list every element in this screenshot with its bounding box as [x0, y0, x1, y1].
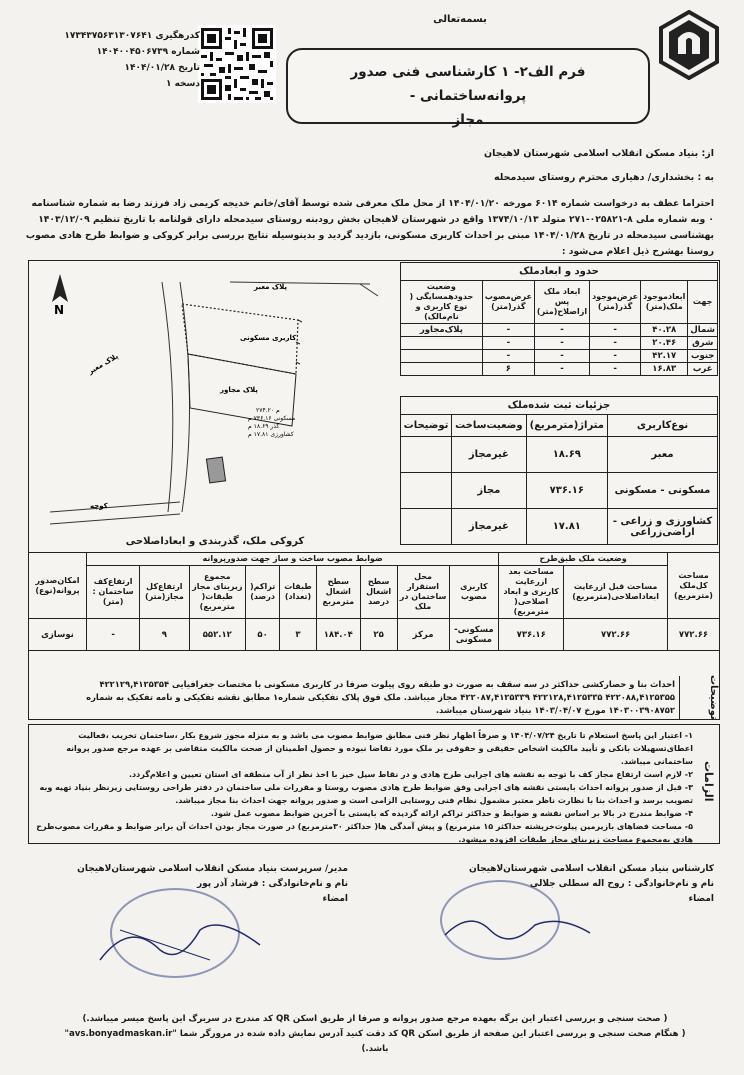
registry-cell: ۷۳۶.۱۶ [526, 473, 607, 509]
bounds-cell: - [482, 350, 534, 363]
requirements-section [28, 724, 720, 844]
rules-header: ضوابط مصوب ساخت و ساز جهت صدورپروانه [87, 553, 499, 566]
sketch-label-use: کاربری مسکونی [240, 334, 297, 342]
bounds-cell: ۴۰.۲۸ [641, 324, 688, 337]
bounds-cell: - [534, 363, 589, 376]
to-line: به : بخشداری/ دهیاری محترم روستای سیدمحله [494, 172, 714, 183]
bounds-cell: - [534, 350, 589, 363]
table-row [401, 437, 718, 473]
status-cell: ۷۷۲.۶۶ [564, 619, 668, 651]
sketch-road-name: کوچه [90, 502, 108, 510]
expert-signature [440, 905, 600, 945]
registry-table [400, 396, 718, 545]
expert-title: کارشناس بنیاد مسکن انقلاب اسلامی شهرستان‌لاهیجان [469, 864, 714, 874]
plan-status-header: وضعیت ملک طبق‌طرح [499, 553, 668, 566]
status-cell: ۵۵۲.۱۲ [189, 619, 246, 651]
status-subheader: مساحت قبل ازرعایت ابعاداصلاحی(مترمربع) [564, 566, 668, 619]
bounds-cell: - [482, 324, 534, 337]
bounds-cell: ۲۰.۴۶ [641, 337, 688, 350]
sketch-label-neighbor: پلاک مجاور [220, 386, 258, 394]
table-row [401, 509, 718, 545]
bounds-cell: شرق [688, 337, 718, 350]
bounds-cell: ۶ [482, 363, 534, 376]
status-cell: نوسازی [29, 619, 87, 651]
registry-cell: مجاز [452, 473, 526, 509]
bounds-cell: - [590, 324, 641, 337]
letter-date: تاریخ ۱۴۰۴/۰۱/۲۸ [124, 63, 200, 73]
bounds-cell: - [534, 337, 589, 350]
from-line: از: بنیاد مسکن انقلاب اسلامی شهرستان لاهیجان [484, 148, 714, 159]
registry-cell [401, 473, 452, 509]
bounds-header: ابعاد ملک پس ازاصلاح(متر) [534, 281, 589, 324]
status-cell: ۷۳۶.۱۶ [499, 619, 564, 651]
status-subheader: سطح اشغال درصد [360, 566, 397, 619]
status-cell: ۷۷۲.۶۶ [668, 619, 720, 651]
expert-sign-label: امضاء [688, 894, 714, 904]
copy-number: دسخه ۱ [165, 79, 200, 89]
requirement-item: ۳- قبل از صدور پروانه احداث بایستی نقشه های اجرایی وفق ضوابط طرح هادی مصوب روستا و مقررات ملی ساختمان در دفتر طراحی روستایی زیرنظر بنیاد تهیه وبه تصویب برسد و احداث بنا با نظارت ناظر معتبر مشمول نظام فنی روستایی الزامی است و صدور پروانه جهت احداث بنا مجاز میباشد. [39, 783, 693, 805]
bounds-header: ابعادموجود ملک(متر) [641, 281, 688, 324]
bounds-cell: - [482, 337, 534, 350]
status-cell: ۵۰ [246, 619, 280, 651]
verification-footer [50, 1012, 700, 1057]
registry-cell [401, 437, 452, 473]
bounds-cell [401, 350, 483, 363]
qr-code [198, 25, 276, 103]
requirement-item: ۴- ضوابط مندرج در بالا بر اساس نقشه و ضوابط و حداکثر تراکم ارائه گردیده که بایستی با آخرین ضوابط مصوب عمل شود. [210, 809, 693, 818]
status-subheader: سطح اشغال مترمربع [316, 566, 360, 619]
sketch-note-3: گذر ۱۸.۶۹ م [248, 423, 280, 430]
bismillah-text: بسمه‌تعالی [433, 14, 487, 25]
letter-number: شماره ۱۴۰۴۰۰۴۵۰۶۷۳۹ [96, 47, 200, 57]
registry-caption: جزئیات ثبت شده‌ملک [401, 397, 718, 415]
table-row [401, 473, 718, 509]
registry-header: نوع‌کاربری [608, 415, 718, 437]
bounds-cell: - [590, 363, 641, 376]
tracking-code: کدرهگیری ۱۷۳۴۳۷۵۶۳۱۳۰۷۶۴۱ [64, 31, 200, 41]
status-group-header-row [29, 553, 720, 566]
bounds-cell: - [590, 337, 641, 350]
manager-signature [90, 910, 270, 970]
registry-cell: ۱۷.۸۱ [526, 509, 607, 545]
bounds-cell: غرب [688, 363, 718, 376]
manager-name: نام و نام‌خانوادگی : فرشاد آذر پور [196, 879, 348, 889]
site-sketch [30, 262, 400, 552]
table-row [401, 324, 718, 337]
north-arrow-icon [52, 274, 68, 302]
expert-name: نام و نام‌خانوادگی : روح اله سطلی جلالی [529, 879, 714, 889]
registry-cell: ۱۸.۶۹ [526, 437, 607, 473]
north-label: N [54, 303, 65, 317]
status-cell: ۹ [140, 619, 189, 651]
status-cell: - [87, 619, 140, 651]
status-subheader: محل استقرار ساختمان در ملک [397, 566, 449, 619]
status-subheader: مساحت بعد ازرعایت کاربری و ابعاد اصلاحی( مترمربع) [499, 566, 564, 619]
registry-cell: مسکونی - مسکونی [608, 473, 718, 509]
bounds-cell: - [590, 350, 641, 363]
description-section [28, 676, 720, 720]
bonyad-maskan-logo [658, 10, 720, 80]
registry-cell: معبر [608, 437, 718, 473]
table-row [401, 363, 718, 376]
permit-header: امکان‌صدور پروانه(نوع) [29, 553, 87, 619]
status-subheader: ارتفاع‌کف ساختمان : (متر) [87, 566, 140, 619]
status-table [28, 552, 720, 651]
bounds-table [400, 262, 718, 376]
bounds-cell: شمال [688, 324, 718, 337]
bounds-cell: - [534, 324, 589, 337]
registry-cell: غیرمجاز [452, 509, 526, 545]
sketch-caption: کروکی ملک، گذربندی و ابعاداصلاحی [125, 536, 305, 547]
status-cell: مرکز [397, 619, 449, 651]
status-subheader: ارتفاع‌کل مجاز(متر) [140, 566, 189, 619]
sketch-note-2: مسکونی ۷۳۶.۱۶ م [248, 415, 296, 422]
bounds-header: وضعیت حدودهمسایگی ( نوع کاربری و نام‌مالک) [401, 281, 483, 324]
status-subheader: مجموع زیربنای مجاز طبقات( مترمربع) [189, 566, 246, 619]
requirement-item: ۱- اعتبار این پاسخ استعلام تا تاریخ ۱۴۰۴/۰۷/۲۴ و صرفاً اظهار نظر فنی مطابق ضوابط مصوب می باشد و به منزله مجوز شروع بکار ،ساختمان تخریب ،فعالیت اعطای‌تسهیلات بانکی و تأیید مالکیت اشخاص حقیقی و حقوقی بر ملک مورد تقاضا نبوده و حصول اطمینان از صحت مالکیت متقاضی بر عهده مرجع صدور پروانه ساختمانی میباشد. [66, 731, 693, 766]
table-row [401, 337, 718, 350]
status-cell: ۳ [280, 619, 317, 651]
status-cell: مسکونی-مسکونی [449, 619, 499, 651]
table-row [29, 619, 720, 651]
title-line-2: مجاز [452, 112, 484, 128]
letter-info [32, 28, 200, 92]
intro-paragraph: احتراما عطف به درخواست شماره ۶۰۱۴ مورخه ۱۴۰۴/۰۱/۲۰ از محل ملک معرفی شده توسط آقای/خانم خدیجه کریمی زاد فرزند رضا به شماره شناسنامه ۰ وبه شماره ملی ۸-۰۲۵۸۲۱-۲۷۱ متولد ۱۳۷۴/۱۰/۱۳ واقع در شهرستان لاهیجان بخش رودبنه روستای سیدمحله دارای قولنامه با تاریخ تنظیم ۱۴۰۳/۱۲/۰۹ بهشناسی سیدمحله در تاریخ ۱۴۰۴/۰۱/۲۸ مبنی بر احداث کاربری مسکونی، بازدید گردید و بدینوسیله نتایج بررسی برابر کروکی و ضوابط طرح هادی مصوب روستا بهشرح ذیل اعلام می‌شود : [25, 198, 714, 257]
manager-sign-label: امضاء [322, 894, 348, 904]
status-cell: ۱۸۴.۰۴ [316, 619, 360, 651]
bounds-cell [401, 363, 483, 376]
registry-header-row [401, 415, 718, 437]
registry-cell: غیرمجاز [452, 437, 526, 473]
bounds-cell: ۱۶.۸۳ [641, 363, 688, 376]
registry-header: وضعیت‌ساخت [452, 415, 526, 437]
status-subheader: کاربری مصوب [449, 566, 499, 619]
bounds-header: عرض‌مصوب گذر(متر) [482, 281, 534, 324]
table-row [401, 350, 718, 363]
title-line-1: فرم الف۲- ۱ کارشناسی فنی صدور پروانه‌ساختمانی - [350, 64, 586, 104]
sketch-label-road: پلاک معبر [87, 352, 120, 376]
sketch-note-4: کشاورزی ۱۷.۸۱ م [248, 431, 294, 438]
registry-header: توضیحات [401, 415, 452, 437]
status-subheader: تراکم( درصد) [246, 566, 280, 619]
bounds-header: عرض‌موجود گذر(متر) [590, 281, 641, 324]
bounds-cell: پلاک‌مجاور [401, 324, 483, 337]
registry-header: متراژ(مترمربع) [526, 415, 607, 437]
requirement-item: ۵- مساحت فضاهای بازیرمین پیلوت‌خرپشته حداکثر ۱۵ مترمربع) و پیش آمدگی ها( حداکثر ۳۰مترمربع) در صورت مجاز بودن احداث آن برابر ضوابط و مقررات مصوب‌طرح هادی به‌مجموع مساحت زیربنای مجاز طبقات افزوده میشود. [36, 822, 693, 844]
registry-cell: کشاورزی و زراعی - اراضی‌زراعی [608, 509, 718, 545]
bounds-header-row [401, 281, 718, 324]
footer-line-2: ( هنگام صحت سنجی و بررسی اعتبار این صفحه از طریق اسکن QR کد دقت کنید آدرس نمایش داده شده در مرورگر شما "avs.bonyadmaskan.ir" باشد.) [64, 1029, 686, 1054]
registry-cell [401, 509, 452, 545]
description-label: توضیحات [679, 676, 719, 720]
bounds-cell [401, 337, 483, 350]
manager-title: مدیر/ سرپرست بنیاد مسکن انقلاب اسلامی شهرستان‌لاهیجان [77, 864, 348, 874]
bounds-header: جهت [688, 281, 718, 324]
requirements-label: الزامات [702, 761, 715, 802]
sketch-label-road-top: پلاک معبر [254, 283, 288, 291]
status-subheader: طبقات (تعداد) [280, 566, 317, 619]
footer-line-1: ( صحت سنجی و بررسی اعتبار این برگه بعهده مرجع صدور پروانه و صرفا از طریق اسکن QR کد مندرج در سربرگ این پاسخ میسر میباشد.) [82, 1014, 668, 1024]
description-text: احداث بنا و حصارکشی حداکثر در سه سقف به صورت دو طبقه روی پیلوت صرفا در کاربری مسکونی با مختصات جغرافیایی ۴۲۲۱۲۹,۴۱۲۵۳۵۴ ۴۲۲۰۸۸,۴۱۲۵۳۵۵ ۴۲۲۱۲۸,۴۱۲۵۳۳۵ ۴۲۲۰۸۷,۴۱۲۵۳۳۹ مجاز میباشد. ملک فوق پلاک تفکیکی شماره۱ مطابق نقشه تفکیکی و نامه تفکیک به شماره ۱۴۰۳۰۰۳۹۰۸۷۵۲ مورخ ۱۴۰۳/۰۴/۰۷ بنیاد شهرستان میباشد. [86, 679, 675, 715]
total-area-header: مساحت کل‌ملک (مترمربع) [668, 553, 720, 619]
status-cell: ۲۵ [360, 619, 397, 651]
form-title [286, 48, 650, 128]
requirements-list [33, 729, 693, 846]
status-sub-header-row [29, 566, 720, 619]
bounds-cell: جنوب [688, 350, 718, 363]
requirement-item: ۲- لازم است ارتفاع مجاز کف با توجه به نقشه های اجرایی طرح هادی و در نقاط سیل خیز با اخذ نظر از آب منطقه ای استان تعیین و اعلام‌گردد. [128, 770, 693, 779]
sketch-note-1: ۲۷۴.۲۰ م [256, 407, 280, 414]
bounds-caption: حدود و ابعادملک [401, 263, 718, 281]
bounds-cell: ۴۲.۱۷ [641, 350, 688, 363]
